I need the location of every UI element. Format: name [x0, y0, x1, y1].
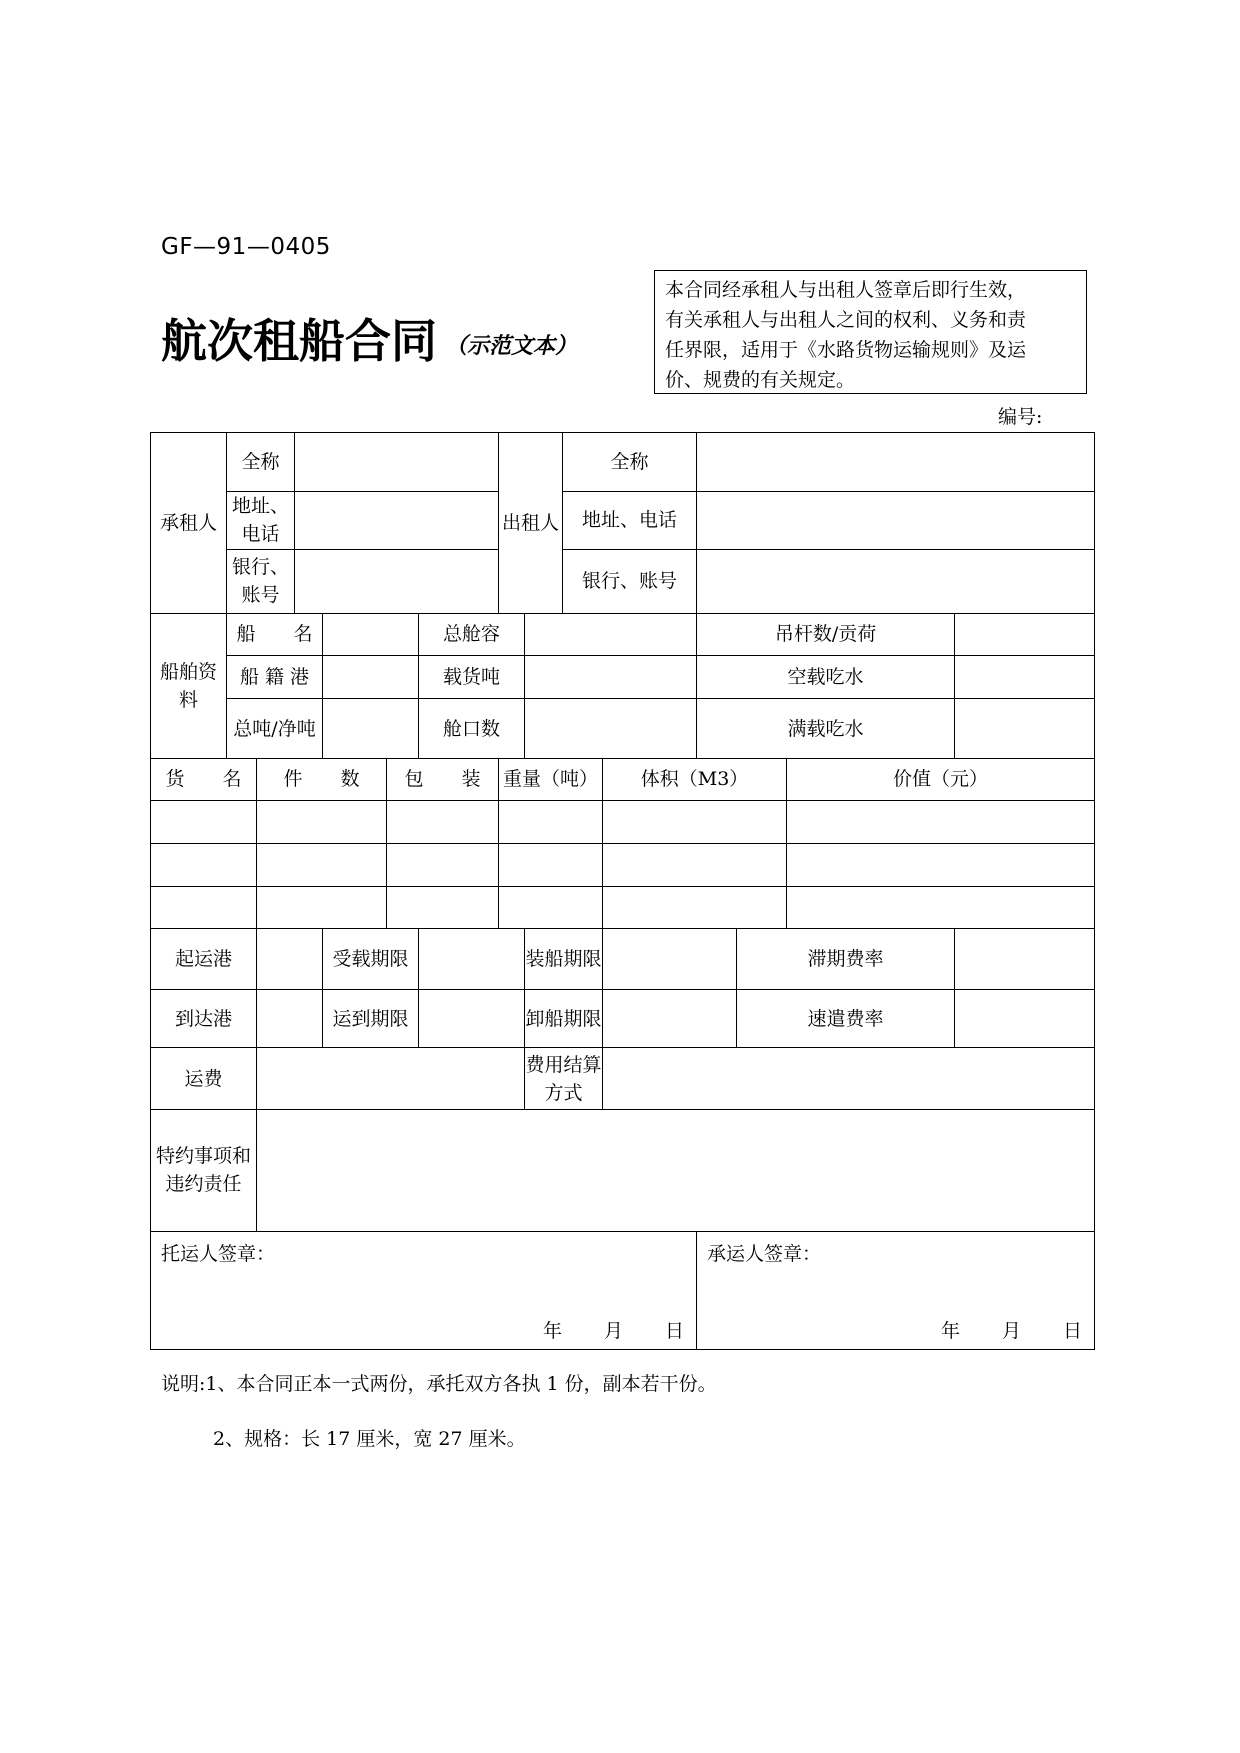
freight-label: 运费: [151, 1048, 257, 1110]
unloading-period-field[interactable]: [603, 989, 737, 1048]
cargo-count-cell[interactable]: [257, 843, 387, 886]
settlement-method-label: 费用结算方式: [525, 1048, 603, 1110]
owner-address-field[interactable]: [697, 491, 1095, 550]
demurrage-rate-label: 滞期费率: [737, 929, 955, 990]
cargo-value-cell[interactable]: [787, 843, 1095, 886]
cargo-name-cell[interactable]: [151, 801, 257, 843]
settlement-method-field[interactable]: [603, 1048, 1095, 1110]
charterer-address-field[interactable]: [295, 491, 499, 550]
boom-load-field[interactable]: [955, 613, 1095, 655]
cargo-volume-cell[interactable]: [603, 886, 787, 928]
cargo-weight-cell[interactable]: [499, 886, 603, 928]
light-draft-field[interactable]: [955, 655, 1095, 698]
registry-port-label: 船 籍 港: [227, 655, 323, 698]
cargo-volume-cell[interactable]: [603, 801, 787, 843]
owner-bank-field[interactable]: [697, 550, 1095, 614]
load-port-field[interactable]: [257, 929, 323, 990]
full-draft-field[interactable]: [955, 699, 1095, 759]
ship-info-label: 船舶资料: [151, 613, 227, 758]
cargo-tonnage-label: 载货吨: [419, 655, 525, 698]
owner-name-label: 全称: [563, 433, 697, 492]
hatch-count-field[interactable]: [525, 699, 697, 759]
unloading-period-label: 卸船期限: [525, 989, 603, 1048]
title-text: 航次租船合同: [161, 314, 437, 368]
shipper-signature-date: 年 月 日: [542, 1320, 685, 1342]
accept-period-label: 受载期限: [323, 929, 419, 990]
charterer-address-label: 地址、电话: [227, 491, 295, 550]
registry-port-field[interactable]: [323, 655, 419, 698]
cargo-tonnage-field[interactable]: [525, 655, 697, 698]
total-capacity-field[interactable]: [525, 613, 697, 655]
charterer-bank-field[interactable]: [295, 550, 499, 614]
serial-number-label: 编号:: [998, 406, 1043, 428]
validity-notice: [654, 270, 1087, 394]
notice-line: 有关承租人与出租人之间的权利、义务和责: [665, 309, 1027, 331]
special-terms-field[interactable]: [257, 1109, 1095, 1231]
full-draft-label: 满载吃水: [697, 699, 955, 759]
notice-line: 任界限，适用于《水路货物运输规则》及运: [665, 339, 1027, 361]
note-copies: 说明:1、本合同正本一式两份，承托双方各执 1 份，副本若干份。: [161, 1373, 717, 1395]
shipper-signature-box[interactable]: [151, 1231, 697, 1349]
cargo-count-cell[interactable]: [257, 886, 387, 928]
cargo-volume-header: 体积（M3）: [603, 758, 787, 800]
special-terms-label: 特约事项和违约责任: [151, 1109, 257, 1231]
cargo-name-cell[interactable]: [151, 843, 257, 886]
form-code: GF—91—0405: [161, 234, 331, 260]
ship-name-field[interactable]: [323, 613, 419, 655]
loading-period-field[interactable]: [603, 929, 737, 990]
owner-name-field[interactable]: [697, 433, 1095, 492]
ship-name-label: 船 名: [227, 613, 323, 655]
freight-field[interactable]: [257, 1048, 525, 1110]
cargo-volume-cell[interactable]: [603, 843, 787, 886]
load-port-label: 起运港: [151, 929, 257, 990]
demurrage-rate-field[interactable]: [955, 929, 1095, 990]
despatch-rate-label: 速遣费率: [737, 989, 955, 1048]
charterer-bank-label: 银行、账号: [227, 550, 295, 614]
carrier-signature-label: 承运人签章：: [707, 1242, 822, 1265]
cargo-value-header: 价值（元）: [787, 758, 1095, 800]
notice-line: 本合同经承租人与出租人签章后即行生效，: [665, 279, 1027, 301]
cargo-packing-header: 包 装: [387, 758, 499, 800]
arrival-period-field[interactable]: [419, 989, 525, 1048]
notice-line: 价、规费的有关规定。: [665, 369, 856, 391]
note-size: 2、规格：长 17 厘米，宽 27 厘米。: [213, 1428, 526, 1450]
carrier-signature-date: 年 月 日: [940, 1320, 1083, 1342]
cargo-weight-cell[interactable]: [499, 843, 603, 886]
cargo-value-cell[interactable]: [787, 801, 1095, 843]
loading-period-label: 装船期限: [525, 929, 603, 990]
cargo-value-cell[interactable]: [787, 886, 1095, 928]
light-draft-label: 空载吃水: [697, 655, 955, 698]
arrival-period-label: 运到期限: [323, 989, 419, 1048]
boom-load-label: 吊杆数/贡荷: [697, 613, 955, 655]
shipper-signature-label: 托运人签章：: [161, 1242, 276, 1265]
discharge-port-label: 到达港: [151, 989, 257, 1048]
cargo-weight-header: 重量（吨）: [499, 758, 603, 800]
cargo-name-cell[interactable]: [151, 886, 257, 928]
accept-period-field[interactable]: [419, 929, 525, 990]
cargo-weight-cell[interactable]: [499, 801, 603, 843]
contract-form: [150, 432, 1095, 1350]
cargo-packing-cell[interactable]: [387, 801, 499, 843]
hatch-count-label: 舱口数: [419, 699, 525, 759]
carrier-signature-box[interactable]: [697, 1231, 1095, 1349]
cargo-packing-cell[interactable]: [387, 886, 499, 928]
owner-address-label: 地址、电话: [563, 491, 697, 550]
page-subtitle: （示范文本）: [445, 334, 578, 359]
cargo-count-header: 件 数: [257, 758, 387, 800]
cargo-name-header: 货 名: [151, 758, 257, 800]
owner-bank-label: 银行、账号: [563, 550, 697, 614]
gross-net-tonnage-field[interactable]: [323, 699, 419, 759]
charterer-label: 承租人: [151, 433, 227, 614]
page-title: [161, 305, 577, 371]
despatch-rate-field[interactable]: [955, 989, 1095, 1048]
cargo-packing-cell[interactable]: [387, 843, 499, 886]
discharge-port-field[interactable]: [257, 989, 323, 1048]
gross-net-tonnage-label: 总吨/净吨: [227, 699, 323, 759]
total-capacity-label: 总舱容: [419, 613, 525, 655]
charterer-name-field[interactable]: [295, 433, 499, 492]
charterer-name-label: 全称: [227, 433, 295, 492]
owner-label: 出租人: [499, 433, 563, 614]
cargo-count-cell[interactable]: [257, 801, 387, 843]
